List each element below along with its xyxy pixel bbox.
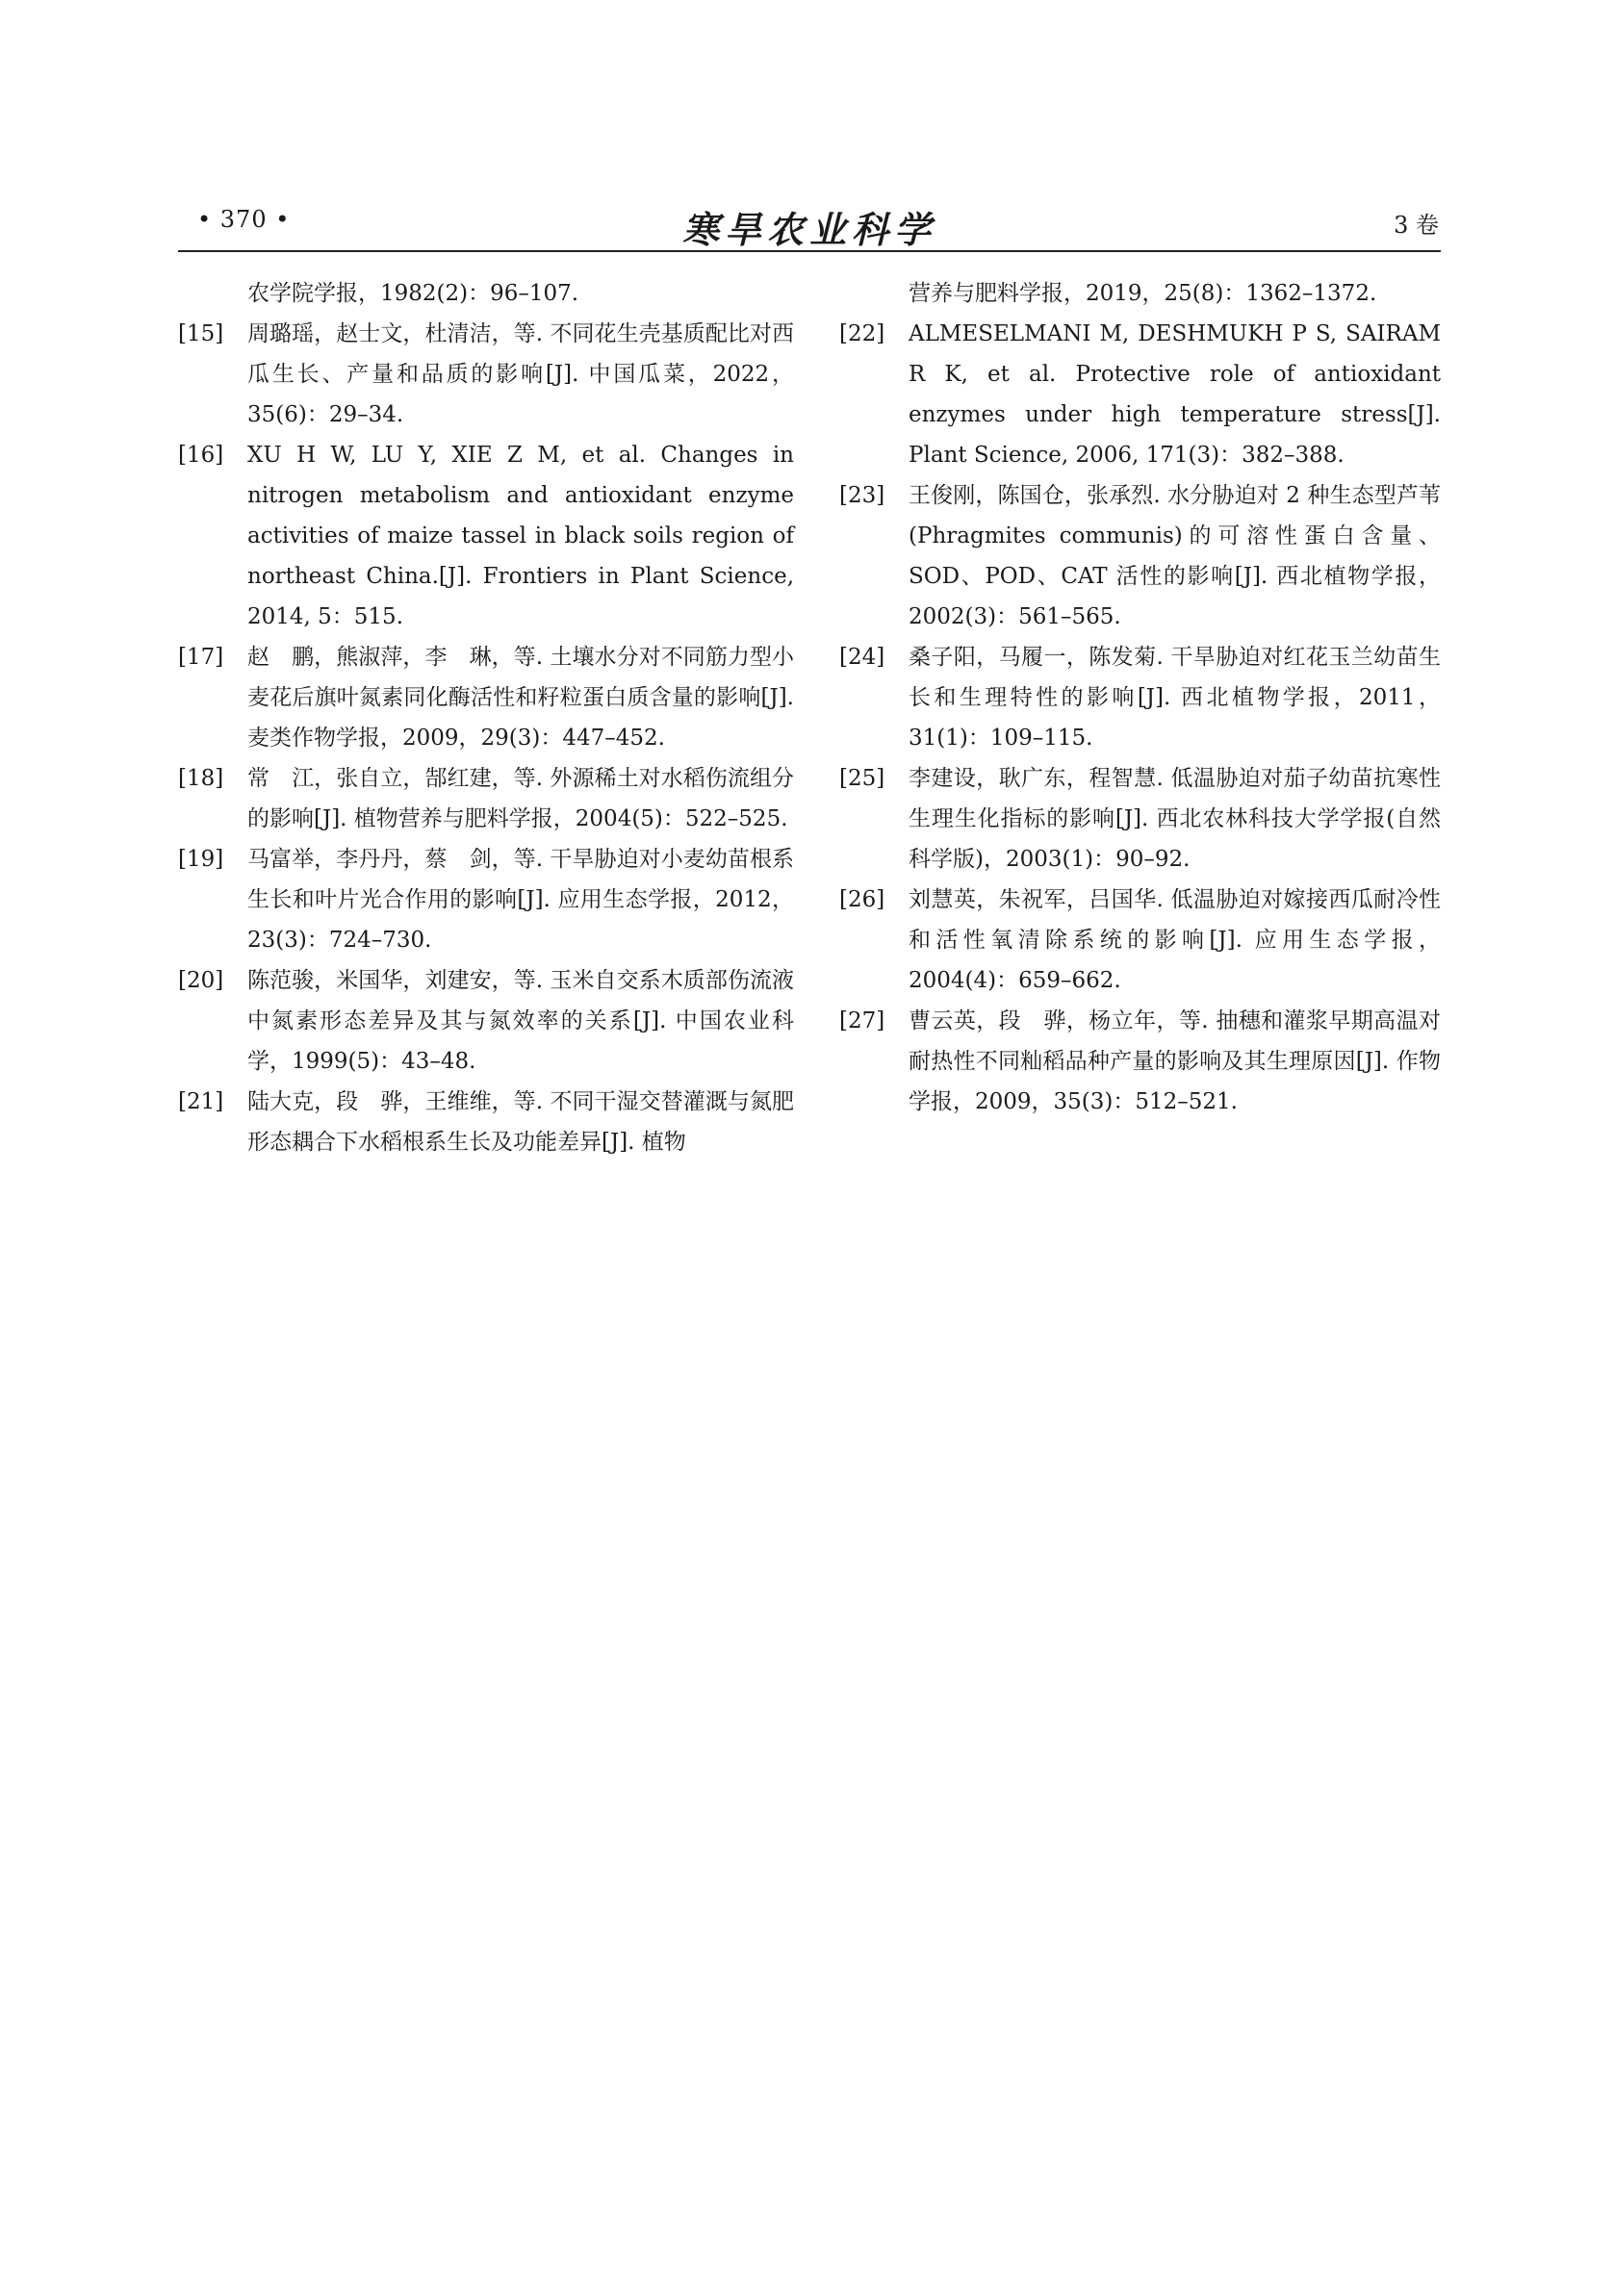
- reference-item: [178, 1082, 794, 1162]
- reference-number: [22]: [839, 321, 885, 346]
- reference-item: [839, 314, 1441, 475]
- reference-text: 马富举，李丹丹，蔡 剑，等. 干旱胁迫对小麦幼苗根系生长和叶片光合作用的影响[J]. 应用生态学报，2012，23(3)：724–730.: [247, 847, 794, 953]
- reference-item: [178, 839, 794, 960]
- reference-item: [839, 1001, 1441, 1122]
- reference-number: [21]: [178, 1089, 224, 1114]
- reference-number: [16]: [178, 443, 224, 468]
- volume-label: 3 卷: [1394, 212, 1439, 239]
- page-number: • 370 •: [197, 206, 291, 233]
- reference-text: 赵 鹏，熊淑萍，李 琳，等. 土壤水分对不同筋力型小麦花后旗叶氮素同化酶活性和籽粒蛋白质含量的影响[J]. 麦类作物学报，2009，29(3)：447–452.: [247, 645, 794, 751]
- reference-text: 陈范骏，米国华，刘建安，等. 玉米自交系木质部伤流液中氮素形态差异及其与氮效率的关系[J]. 中国农业科学，1999(5)：43–48.: [247, 968, 794, 1074]
- reference-number: [23]: [839, 483, 885, 508]
- reference-number: [25]: [839, 766, 885, 791]
- reference-number: [27]: [839, 1008, 885, 1033]
- reference-number: [24]: [839, 645, 885, 670]
- reference-text: 常 江，张自立，郜红建，等. 外源稀土对水稻伤流组分的影响[J]. 植物营养与肥料学报，2004(5)：522–525.: [247, 766, 794, 831]
- reference-item: [178, 637, 794, 758]
- reference-text: 周璐瑶，赵士文，杜清洁，等. 不同花生壳基质配比对西瓜生长、产量和品质的影响[J]. 中国瓜菜，2022，35(6)：29–34.: [247, 321, 794, 427]
- reference-text: XU H W, LU Y, XIE Z M, et al. Changes in nitrogen metabolism and antioxidant enzyme activities of maize tassel in black soils region of northeast China.[J]. Frontiers in Plant Science, 2014, 5：515.: [247, 443, 794, 629]
- reference-item: [839, 880, 1441, 1001]
- right-column: [839, 273, 1441, 1122]
- reference-text: 农学院学报，1982(2)：96–107.: [247, 281, 579, 306]
- reference-continuation: [839, 273, 1441, 314]
- reference-text: 桑子阳，马履一，陈发菊. 干旱胁迫对红花玉兰幼苗生长和生理特性的影响[J]. 西北植物学报，2011，31(1)：109–115.: [909, 645, 1441, 751]
- reference-text: ALMESELMANI M, DESHMUKH P S, SAIRAM R K, et al. Protective role of antioxidant enzymes under high temperature stress[J]. Plant Science, 2006, 171(3)：382–388.: [909, 321, 1441, 468]
- journal-title: 寒旱农业科学: [681, 208, 936, 251]
- reference-item: [178, 960, 794, 1082]
- reference-number: [18]: [178, 766, 224, 791]
- reference-text: 王俊刚，陈国仓，张承烈. 水分胁迫对 2 种生态型芦苇(Phragmites communis)的可溶性蛋白含量、SOD、POD、CAT 活性的影响[J]. 西北植物学报，2002(3)：561–565.: [909, 483, 1441, 629]
- reference-item: [839, 475, 1441, 637]
- reference-item: [178, 435, 794, 637]
- left-column: [178, 273, 794, 1162]
- reference-item: [178, 758, 794, 839]
- reference-number: [20]: [178, 968, 224, 993]
- reference-continuation: [178, 273, 794, 314]
- reference-number: [17]: [178, 645, 224, 670]
- reference-item: [839, 758, 1441, 880]
- reference-number: [19]: [178, 847, 224, 872]
- page-header: [178, 200, 1441, 252]
- reference-text: 营养与肥料学报，2019，25(8)：1362–1372.: [909, 281, 1377, 306]
- reference-text: 李建设，耿广东，程智慧. 低温胁迫对茄子幼苗抗寒性生理生化指标的影响[J]. 西北农林科技大学学报(自然科学版)，2003(1)：90–92.: [909, 766, 1441, 872]
- reference-text: 曹云英，段 骅，杨立年，等. 抽穗和灌浆早期高温对耐热性不同籼稻品种产量的影响及其生理原因[J]. 作物学报，2009，35(3)：512–521.: [909, 1008, 1441, 1114]
- reference-number: [15]: [178, 321, 224, 346]
- reference-text: 刘慧英，朱祝军，吕国华. 低温胁迫对嫁接西瓜耐冷性和活性氧清除系统的影响[J]. 应用生态学报，2004(4)：659–662.: [909, 887, 1441, 993]
- reference-item: [178, 314, 794, 435]
- reference-number: [26]: [839, 887, 885, 912]
- reference-text: 陆大克，段 骅，王维维，等. 不同干湿交替灌溉与氮肥形态耦合下水稻根系生长及功能差异[J]. 植物: [247, 1089, 794, 1155]
- reference-item: [839, 637, 1441, 758]
